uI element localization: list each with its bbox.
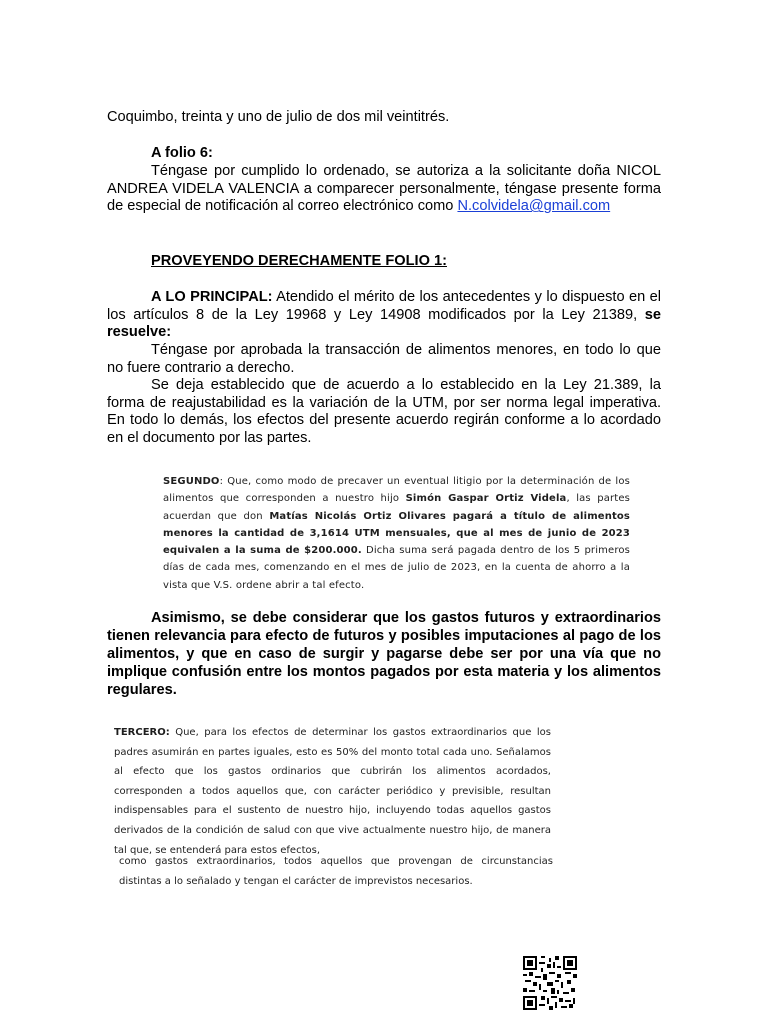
folio-6-text: Téngase por cumplido lo ordenado, se autoriza a la solicitante doña NICOL ANDREA VIDELA VALENCIA a comparecer personalmente, téngase presente forma de especial de notificación al correo electrónico como (107, 163, 661, 215)
tercero-text: Que, para los efectos de determinar los gastos extraordinarios que los padres asumirán en partes iguales, esto es 50% del monto total cada uno. Señalamos al efecto que los gastos ordinarios que cubrirán los alimentos acordados, corresponden a todos aquellos que, con carácter periódico y previsible, resultan indispensables para el sustento de nuestro hijo, incluyendo todas aquellos gastos derivados de la condición de salud con que vive actualmente nuestro hijo, de manera tal que, se entenderá para estos efectos, (114, 727, 551, 856)
folio-6-paragraph (107, 163, 661, 216)
segundo-text-4: Dicha suma será pagada dentro de los 5 primeros días de cada mes, comenzando en el mes de julio de 2023, en la cuenta de ahorro a la vista que V.S. ordene abrir a tal efecto. (163, 545, 630, 591)
proveyendo-heading: PROVEYENDO DERECHAMENTE FOLIO 1: (151, 253, 447, 269)
padre-name: Matías Nicolás Ortiz Olivares (269, 510, 446, 522)
qr-code-icon (523, 956, 577, 1010)
segundo-text-1: : Que, como modo de precaver un eventual litigio por la determinación de los alimentos que corresponden a nuestro hijo (163, 476, 630, 505)
segundo-label: SEGUNDO (163, 476, 220, 487)
principal-label: A LO PRINCIPAL: (151, 289, 273, 305)
asimismo-paragraph: Asimismo, se debe considerar que los gastos futuros y extraordinarios tienen relevancia para efecto de futuros y posibles imputaciones al pago de los alimentos, y que en caso de surgir y pagarse debe ser por una vía que no implique confusión entre los montos pagados por esta materia y los alimentos regulares. (107, 610, 661, 698)
resuelve-text: se resuelve: (107, 306, 661, 341)
segundo-text-3: pagará a título de alimentos menores la cantidad de 3,1614 UTM mensuales, que al mes de junio de 2023 equivalen a la suma de $200.000. (163, 510, 631, 557)
quote-tercero-continuation: como gastos extraordinarios, todos aquellos que provengan de circunstancias distintas a lo señalado y tengan el carácter de imprevistos necesarios. (119, 856, 553, 887)
quote-tercero-image (114, 723, 551, 860)
aprobada-paragraph: Téngase por aprobada la transacción de alimentos menores, en todo lo que no fuere contrario a derecho. (107, 342, 661, 376)
segundo-text-2: , las partes acuerdan que don (163, 493, 630, 522)
principal-text: Atendido el mérito de los antecedentes y lo dispuesto en el los artículos 8 de la Ley 19968 y Ley 14908 modificados por la Ley 21389, (107, 289, 661, 323)
quote-segundo-image (163, 473, 630, 594)
principal-paragraph (107, 289, 661, 342)
tercero-label: TERCERO: (114, 727, 170, 738)
email-link[interactable]: N.colvidela@gmail.com (457, 198, 611, 215)
document-date-line: Coquimbo, treinta y uno de julio de dos mil veintitrés. (107, 109, 450, 125)
folio-6-heading: A folio 6: (151, 145, 213, 161)
reajustabilidad-paragraph: Se deja establecido que de acuerdo a lo establecido en la Ley 21.389, la forma de reajustabilidad es la variación de la UTM, por ser norma legal imperativa. En todo lo demás, los efectos del presente acuerdo regirán conforme a lo acordado en el documento por las partes. (107, 377, 661, 446)
hijo-name: Simón Gaspar Ortiz Videla (405, 493, 567, 505)
